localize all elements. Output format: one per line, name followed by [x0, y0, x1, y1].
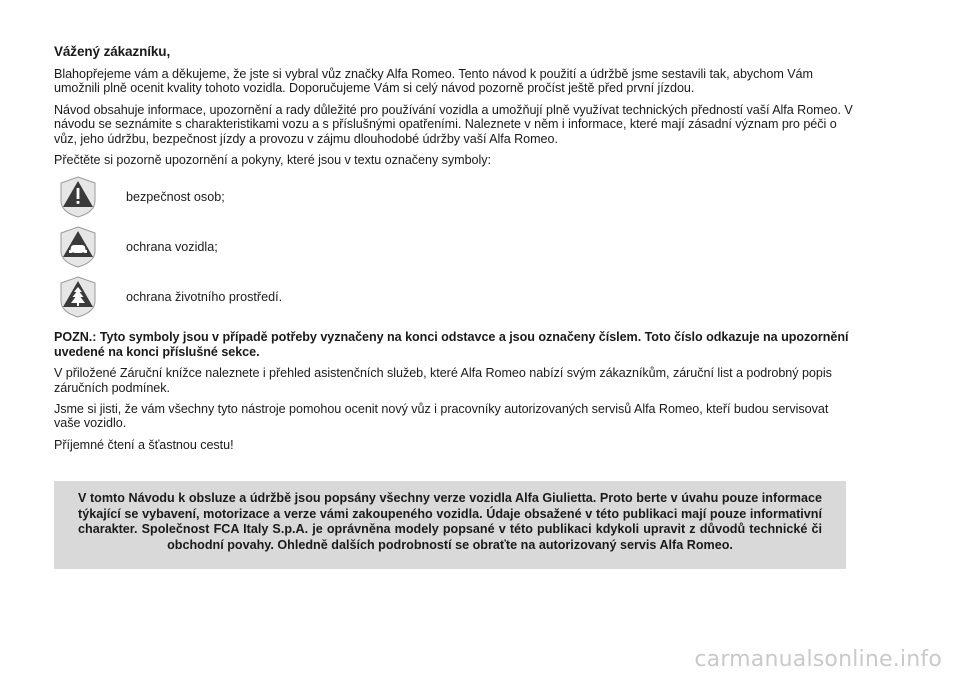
- note-paragraph: POZN.: Tyto symboly jsou v případě potřeby vyznačeny na konci odstavce a jsou označeny číslem. Toto číslo odkazuje na upozornění uvedené na konci příslušné sekce.: [54, 330, 849, 359]
- greeting-heading: Vážený zákazníku,: [54, 44, 171, 59]
- symbol-row-safety: [54, 174, 854, 220]
- document-page: [54, 44, 854, 459]
- tree-warning-icon: [60, 276, 96, 318]
- watermark-text: carmanualsonline.info: [694, 647, 942, 672]
- notice-box: V tomto Návodu k obsluze a údržbě jsou popsány všechny verze vozidla Alfa Giulietta. Proto berte v úvahu pouze informace týkající se vybavení, motorizace a verze vámi zakoupeného vozidla. Údaje obsažené v této publikaci mají pouze informativní charakter. Společnost FCA Italy S.p.A. je oprávněna modely popsané v této publikaci kdykoli upravit z důvodů technické či obchodní povahy. Ohledně dalších podrobností se obraťte na autorizovaný servis Alfa Romeo.: [54, 481, 846, 569]
- contents-paragraph: Návod obsahuje informace, upozornění a rady důležité pro používání vozidla a umožňují plně využívat technických předností vaší Alfa Romeo. V návodu se seznámite s charakteristikami vozu a s příslušnými opatřeními. Naleznete v něm i informace, které mají zásadní význam pro péči o vůz, jeho údržbu, bezpečnost jízdy a provozu v zájmu dlouhodobé údržby vaší Alfa Romeo.: [54, 102, 853, 146]
- symbols-intro-paragraph: Přečtěte si pozorně upozornění a pokyny, které jsou v textu označeny symboly:: [54, 153, 491, 168]
- symbol-label-vehicle: ochrana vozidla;: [126, 240, 218, 255]
- symbol-row-vehicle: [54, 224, 854, 270]
- service-paragraph: Jsme si jisti, že vám všechny tyto nástroje pomohou ocenit nový vůz i pracovníky autorizovaných servisů Alfa Romeo, kteří budou servisovat vaše vozidlo.: [54, 402, 829, 431]
- warranty-paragraph: V přiložené Záruční knížce naleznete i přehled asistenčních služeb, které Alfa Romeo nabízí svým zákazníkům, záruční list a podrobný popis záručních podmínek.: [54, 366, 832, 395]
- car-warning-icon: [60, 226, 96, 268]
- symbol-label-environment: ochrana životního prostředí.: [126, 290, 283, 305]
- symbols-list: [54, 174, 854, 320]
- symbol-label-safety: bezpečnost osob;: [126, 190, 225, 205]
- intro-paragraph: Blahopřejeme vám a děkujeme, že jste si vybral vůz značky Alfa Romeo. Tento návod k použití a údržbě jsme sestavili tak, abychom Vám umožnili plně ocenit kvality tohoto vozidla. Doporučujeme Vám si celý návod pozorně pročíst ještě před první jízdou.: [54, 67, 813, 96]
- exclamation-warning-icon: [60, 176, 96, 218]
- closing-paragraph: Příjemné čtení a šťastnou cestu!: [54, 437, 234, 452]
- symbol-row-environment: [54, 274, 854, 320]
